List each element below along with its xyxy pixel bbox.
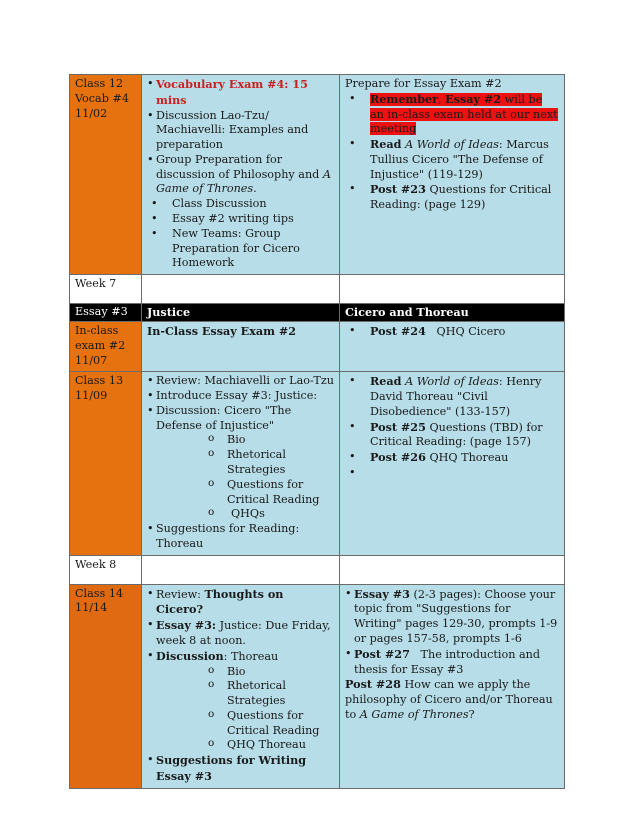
list-item: • Post #23 Questions for Critical Reading: (page 129) [345, 182, 559, 213]
table-row [70, 275, 565, 304]
activities-cell [142, 75, 340, 275]
list-item: • Discussion: Cicero "The Defense of Injustice" [147, 404, 334, 434]
list-item: o QHQ Thoreau [147, 738, 334, 753]
section-header-row [70, 304, 565, 322]
table-row [70, 321, 565, 371]
list-item: • Essay #3 (2-3 pages): Choose your topic from "Suggestions for Writing" pages 129-30, prompts 1-9 or pages 157-58, prompts 1-6 [345, 587, 559, 647]
list-item: • Read A World of Ideas: Marcus Tullius Cicero "The Defense of Injustice" (119-129) [345, 137, 559, 182]
schedule-table [69, 74, 565, 789]
highlighted-reminder: Remember, Essay #2 will be an in-class exam held at our next meeting [370, 91, 558, 136]
list-item [147, 77, 334, 109]
class-cell: Class 14 11/14 [70, 584, 142, 788]
list-item: • Post #24 QHQ Cicero [345, 324, 559, 340]
list-item: • Class Discussion [147, 197, 334, 212]
table-row [70, 584, 565, 788]
list-item: o Questions for Critical Reading [147, 709, 334, 739]
list-item: o Rhetorical Strategies [147, 448, 334, 478]
list-item: o Rhetorical Strategies [147, 679, 334, 709]
homework-cell [340, 372, 565, 555]
table-row [70, 372, 565, 555]
list-item: • Post #25 Questions (TBD) for Critical Reading: (page 157) [345, 420, 559, 451]
homework-cell [340, 75, 565, 275]
list-item: • Review: Thoughts on Cicero? [147, 587, 334, 619]
list-item: • Essay #3: Justice: Due Friday, week 8 at noon. [147, 618, 334, 649]
list-item [345, 92, 559, 137]
table-row [70, 75, 565, 275]
week-cell: Week 7 [70, 275, 142, 304]
list-item: • Group Preparation for discussion of Philosophy and A Game of Thrones. [147, 153, 334, 197]
class-cell: Class 12 Vocab #4 11/02 [70, 75, 142, 275]
list-item: • Read A World of Ideas: Henry David Thoreau "Civil Disobedience" (133-157) [345, 374, 559, 419]
week-cell: Week 8 [70, 555, 142, 584]
list-item: • New Teams: Group Preparation for Cicero Homework [147, 227, 334, 271]
class-cell: Class 13 11/09 [70, 372, 142, 555]
list-item: • Introduce Essay #3: Justice: [147, 389, 334, 404]
activities-cell [142, 584, 340, 788]
header-readings: Cicero and Thoreau [340, 304, 565, 322]
list-item: • Post #26 QHQ Thoreau [345, 450, 559, 466]
homework-heading: Prepare for Essay Exam #2 [345, 77, 502, 90]
activities-cell [142, 372, 340, 555]
list-item [345, 466, 559, 481]
vocab-exam-text: Vocabulary Exam #4: 15 mins [156, 77, 308, 107]
table-row [70, 555, 565, 584]
list-item: • Essay #2 writing tips [147, 212, 334, 227]
header-theme: Justice [142, 304, 340, 322]
list-item: • Suggestions for Writing Essay #3 [147, 753, 334, 785]
homework-cell [340, 584, 565, 788]
list-item: • Discussion Lao-Tzu/ Machiavelli: Examples and preparation [147, 109, 334, 153]
list-item: • Suggestions for Reading: Thoreau [147, 522, 334, 552]
list-item: o Bio [147, 665, 334, 680]
homework-cell [340, 321, 565, 371]
class-cell: In-class exam #2 11/07 [70, 321, 142, 371]
activities-cell: In-Class Essay Exam #2 [142, 321, 340, 371]
list-item: • Discussion: Thoreau [147, 649, 334, 665]
post28-text: Post #28 How can we apply the philosophy of Cicero and/or Thoreau to A Game of Thrones? [345, 677, 553, 721]
list-item: o QHQs [147, 507, 334, 522]
header-essay: Essay #3 [70, 304, 142, 322]
list-item: • Review: Machiavelli or Lao-Tzu [147, 374, 334, 389]
list-item: o Questions for Critical Reading [147, 478, 334, 508]
list-item: o Bio [147, 433, 334, 448]
list-item: • Post #27 The introduction and thesis for Essay #3 [345, 647, 559, 678]
